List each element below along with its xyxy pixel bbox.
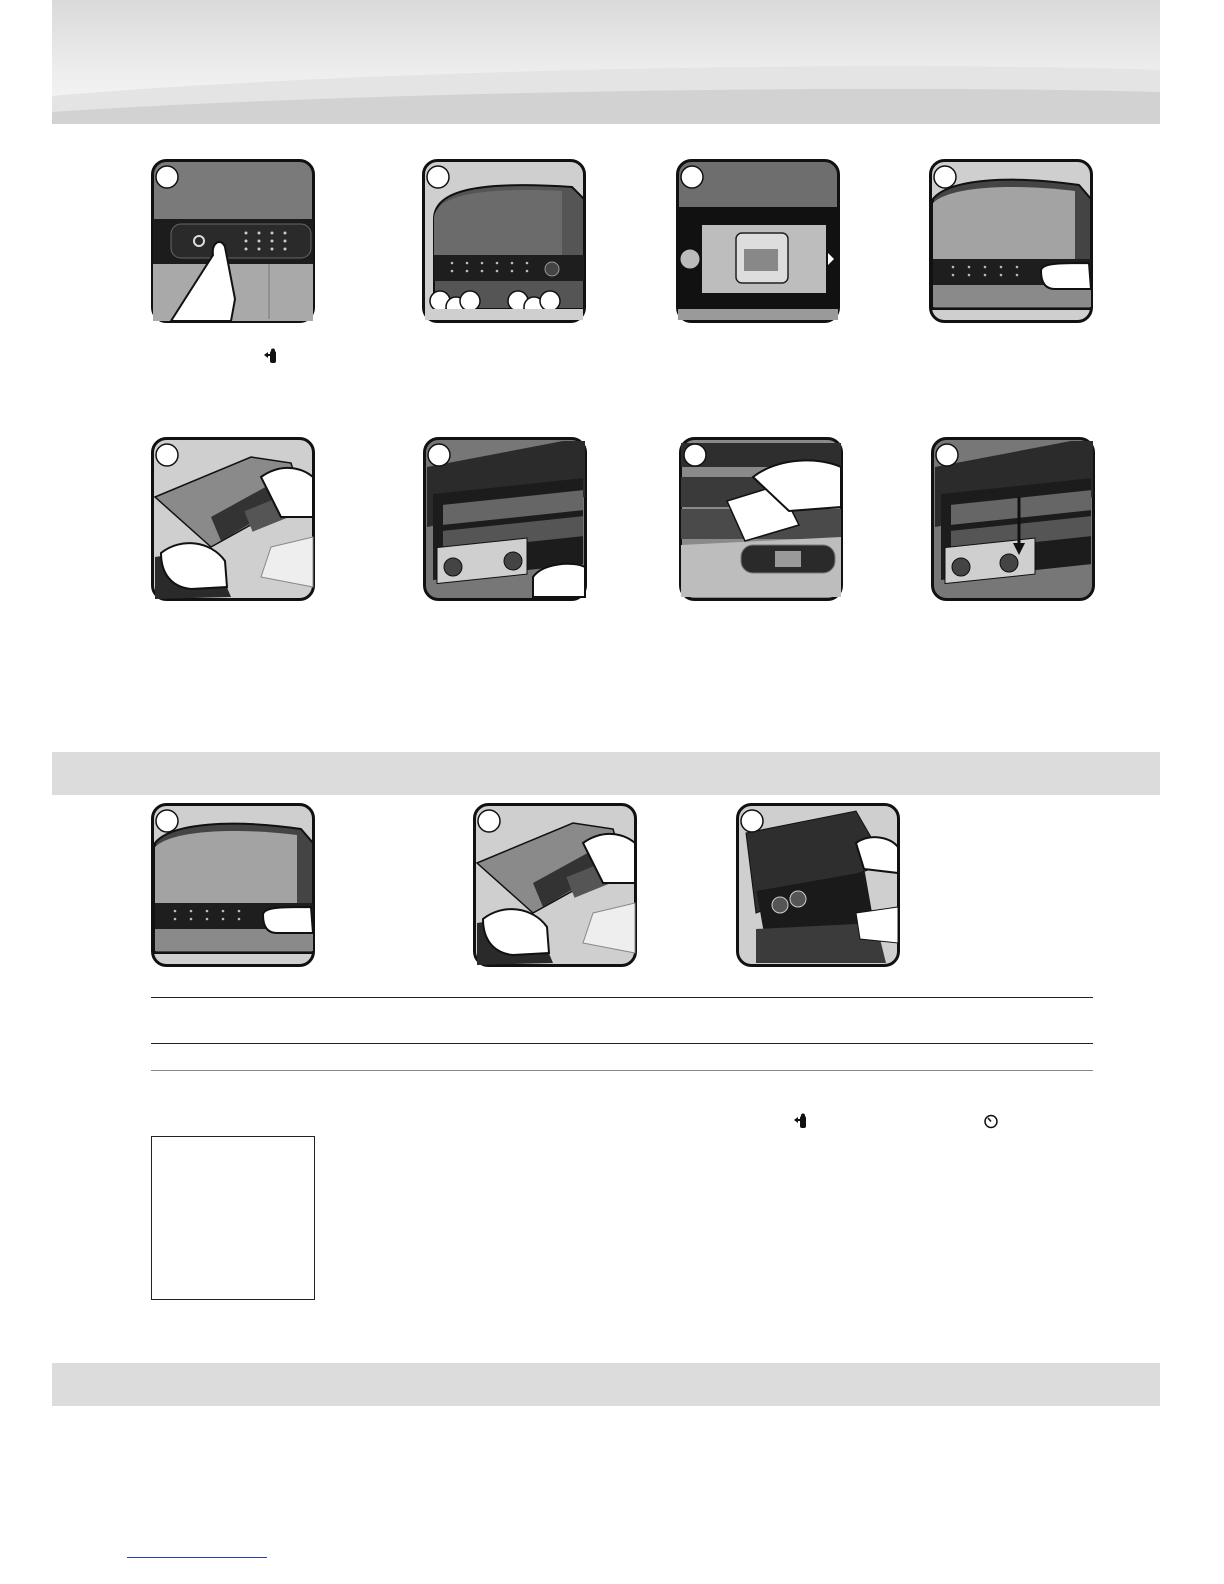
step-illustration-3 bbox=[676, 159, 840, 323]
table-top-rule bbox=[151, 997, 1093, 998]
step-illustration-10 bbox=[473, 803, 637, 967]
section-header-bar-2 bbox=[52, 1363, 1160, 1406]
footer-link[interactable] bbox=[127, 1557, 267, 1558]
cartridge-release-icon bbox=[263, 348, 277, 364]
step-illustration-2 bbox=[422, 159, 586, 323]
table-bottom-rule bbox=[151, 1070, 1093, 1071]
step-illustration-1 bbox=[151, 159, 315, 323]
header-banner bbox=[52, 0, 1160, 124]
step-illustration-11 bbox=[736, 803, 900, 967]
section-header-bar bbox=[52, 752, 1160, 795]
empty-frame bbox=[151, 1136, 315, 1300]
step-illustration-4 bbox=[929, 159, 1093, 323]
table-middle-rule bbox=[151, 1043, 1093, 1044]
step-illustration-9 bbox=[151, 803, 315, 967]
step-illustration-6 bbox=[423, 437, 587, 601]
step-illustration-7 bbox=[679, 437, 843, 601]
timer-icon bbox=[983, 1113, 997, 1129]
step-illustration-5 bbox=[151, 437, 315, 601]
cartridge-release-icon bbox=[793, 1113, 807, 1129]
step-illustration-8 bbox=[931, 437, 1095, 601]
